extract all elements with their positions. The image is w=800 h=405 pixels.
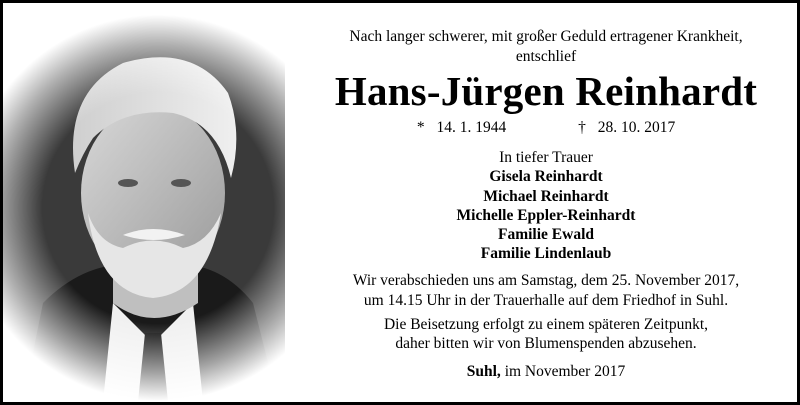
birth-date: 14. 1. 1944 bbox=[436, 119, 507, 136]
mourner-name: Gisela Reinhardt bbox=[489, 168, 603, 185]
intro-line-1: Nach langer schwerer, mit großer Geduld ertragener Krankheit, bbox=[349, 28, 743, 45]
deceased-name: Hans-Jürgen Reinhardt bbox=[334, 68, 758, 114]
intro-line-2: entschlief bbox=[515, 48, 577, 65]
mourner-name: Michelle Eppler-Reinhardt bbox=[456, 207, 636, 224]
burial-line-1: Die Beisetzung erfolgt zu einem späteren Zeitpunkt, bbox=[383, 316, 709, 333]
mourner-name: Familie Ewald bbox=[497, 226, 594, 243]
signature-place: Suhl, bbox=[466, 363, 501, 380]
life-dates bbox=[299, 119, 793, 137]
farewell-line-2: um 14.15 Uhr in der Trauerhalle auf dem Friedhof in Suhl. bbox=[363, 292, 729, 309]
farewell-line-1: Wir verabschieden uns am Samstag, dem 25. November 2017, bbox=[352, 272, 740, 289]
signature-date: im November 2017 bbox=[504, 363, 626, 380]
birth-symbol: * bbox=[416, 119, 425, 136]
signature-line bbox=[299, 363, 793, 381]
burial-line-2: daher bitten wir von Blumenspenden abzusehen. bbox=[395, 335, 697, 352]
notice-text bbox=[299, 3, 793, 402]
portrait-illustration bbox=[3, 3, 285, 402]
death-symbol: † bbox=[578, 119, 586, 136]
portrait-photo bbox=[3, 3, 285, 402]
death-date: 28. 10. 2017 bbox=[597, 119, 676, 136]
mourner-name: Familie Lindenlaub bbox=[480, 245, 612, 262]
mourner-name: Michael Reinhardt bbox=[483, 188, 609, 205]
mourners-heading: In tiefer Trauer bbox=[499, 149, 593, 166]
